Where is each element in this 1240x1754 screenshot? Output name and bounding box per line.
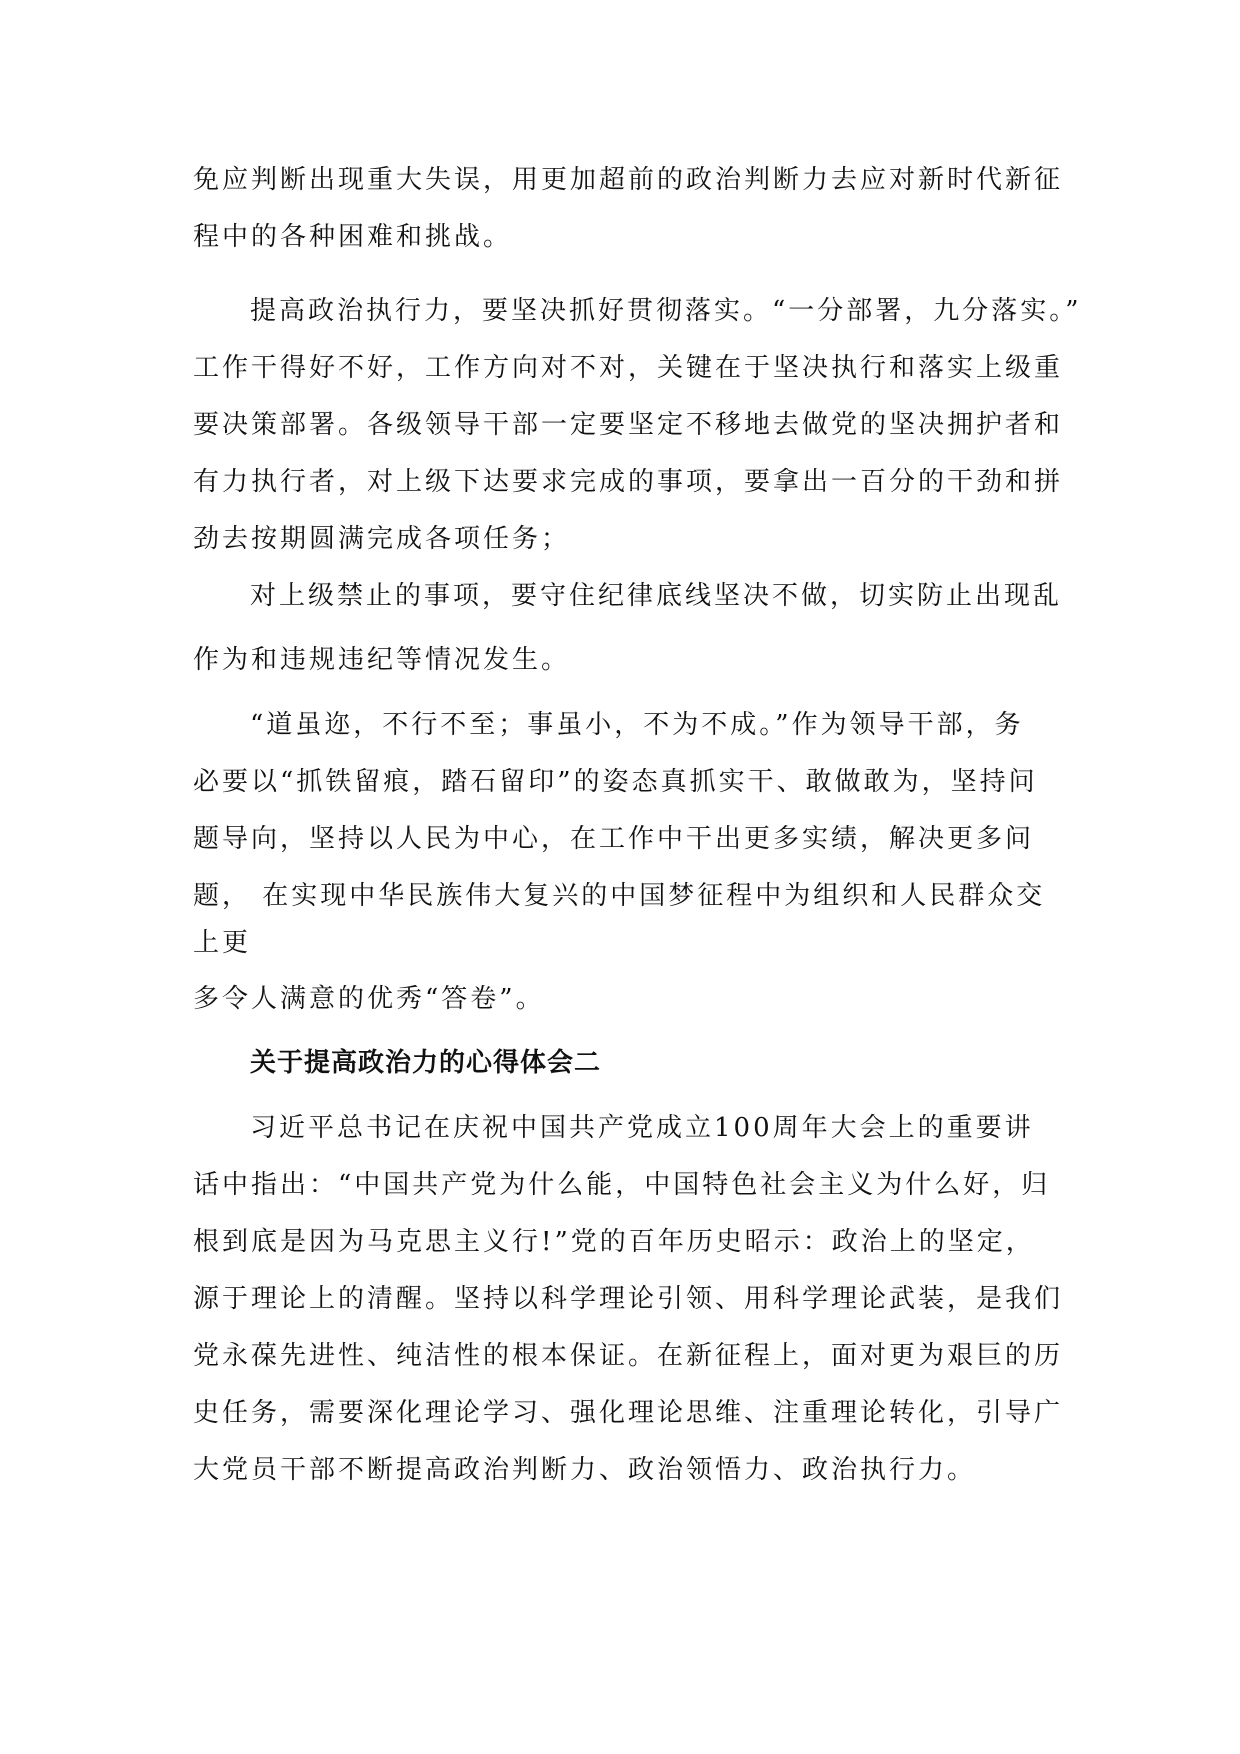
text-line: 免应判断出现重大失误，用更加超前的政治判断力去应对新时代新征 bbox=[193, 165, 1064, 195]
text-line: 程中的各种困难和挑战。 bbox=[193, 222, 513, 252]
text-line: 源于理论上的清醒。坚持以科学理论引领、用科学理论武装，是我们 bbox=[193, 1284, 1064, 1314]
text-line: 有力执行者，对上级下达要求完成的事项，要拿出一百分的干劲和拼 bbox=[193, 467, 1064, 497]
paragraph-start-line: 对上级禁止的事项，要守住纪律底线坚决不做，切实防止出现乱 bbox=[250, 581, 1063, 611]
paragraph-start-line: 提高政治执行力，要坚决抓好贯彻落实。“一分部署，九分落实。” bbox=[250, 296, 1082, 326]
paragraph-start-line: “道虽迩，不行不至；事虽小，不为不成。”作为领导干部，务 bbox=[250, 710, 1024, 740]
text-line: 话中指出：“中国共产党为什么能，中国特色社会主义为什么好，归 bbox=[193, 1170, 1051, 1200]
text-line: 作为和违规违纪等情况发生。 bbox=[193, 645, 571, 675]
text-line: 必要以“抓铁留痕，踏石留印”的姿态真抓实干、敢做敢为，坚持问 bbox=[193, 767, 1038, 797]
text-line: 多令人满意的优秀“答卷”。 bbox=[193, 984, 545, 1014]
section-heading: 关于提高政治力的心得体会二 bbox=[250, 1048, 602, 1078]
text-line: 党永葆先进性、纯洁性的根本保证。在新征程上，面对更为艰巨的历 bbox=[193, 1341, 1064, 1371]
text-line: 要决策部署。各级领导干部一定要坚定不移地去做党的坚决拥护者和 bbox=[193, 410, 1064, 440]
text-line: 劲去按期圆满完成各项任务； bbox=[193, 524, 571, 554]
paragraph-start-line: 习近平总书记在庆祝中国共产党成立100周年大会上的重要讲 bbox=[250, 1113, 1034, 1143]
text-line: 根到底是因为马克思主义行!”党的百年历史昭示：政治上的坚定， bbox=[193, 1227, 1035, 1257]
text-line: 题， 在实现中华民族伟大复兴的中国梦征程中为组织和人民群众交 bbox=[193, 881, 1046, 911]
text-line: 题导向，坚持以人民为中心，在工作中干出更多实绩，解决更多问 bbox=[193, 824, 1035, 854]
text-line: 工作干得好不好，工作方向对不对，关键在于坚决执行和落实上级重 bbox=[193, 353, 1064, 383]
text-line: 大党员干部不断提高政治判断力、政治领悟力、政治执行力。 bbox=[193, 1455, 977, 1485]
text-line: 史任务，需要深化理论学习、强化理论思维、注重理论转化，引导广 bbox=[193, 1398, 1064, 1428]
text-line: 上更 bbox=[193, 928, 252, 958]
